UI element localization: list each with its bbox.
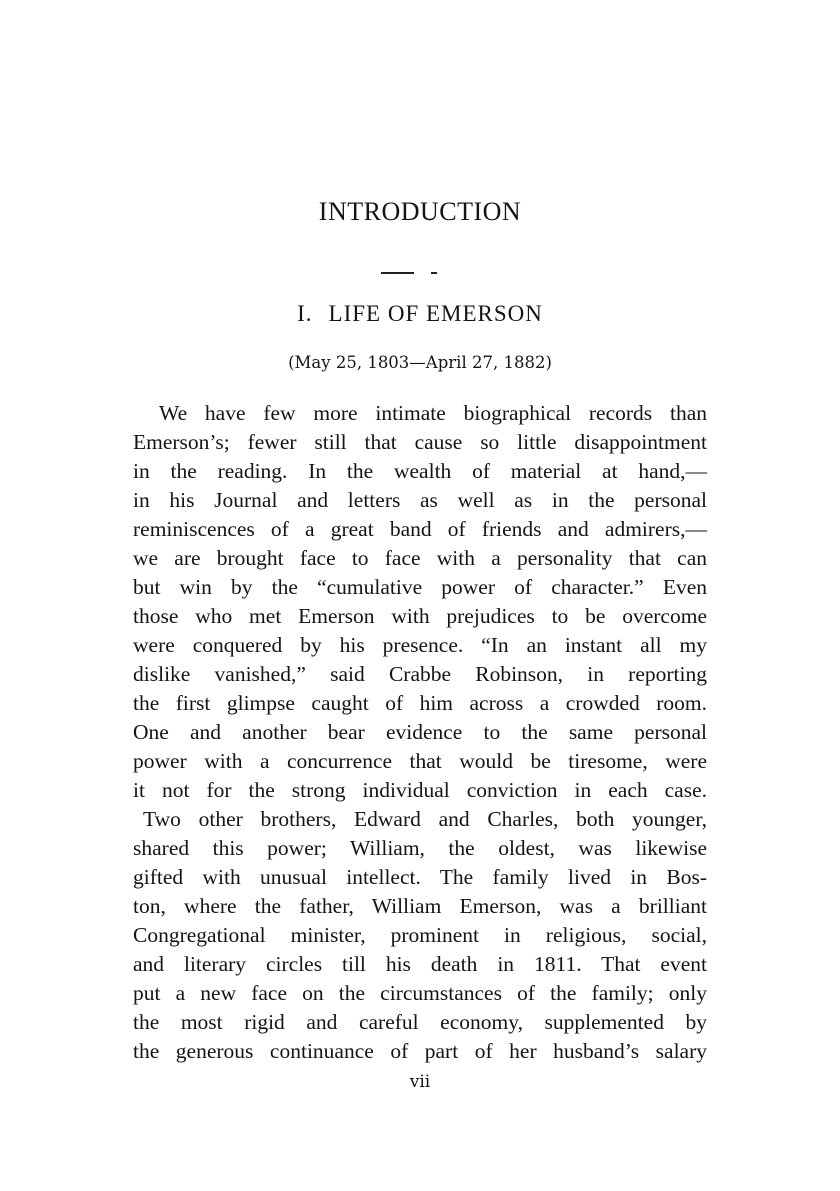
body-paragraphs	[133, 399, 707, 1066]
text-line: and literary circles till his death in 1811. That event	[133, 952, 707, 976]
text-line: We have few more intimate biographical records than	[159, 401, 707, 425]
text-line: it not for the strong individual conviction in each case.	[133, 778, 707, 802]
text-line: those who met Emerson with prejudices to be overcome	[133, 604, 707, 628]
text-line: the most rigid and careful economy, supplemented by	[133, 1010, 707, 1034]
text-line: put a new face on the circumstances of the family; only	[133, 981, 707, 1005]
section-number: I.	[297, 301, 313, 326]
text-line: the first glimpse caught of him across a crowded room.	[133, 691, 707, 715]
text-line: in the reading. In the wealth of material at hand,—	[133, 459, 707, 483]
ornamental-rule	[381, 266, 440, 280]
text-line: Two other brothers, Edward and Charles, both younger,	[143, 807, 707, 831]
page-number: vii	[409, 1072, 431, 1092]
text-line: Emerson’s; fewer still that cause so little disappointment	[133, 430, 707, 454]
text-line: were conquered by his presence. “In an instant all my	[133, 633, 707, 657]
text-line: the generous continuance of part of her husband’s salary	[133, 1039, 707, 1063]
text-line: gifted with unusual intellect. The family lived in Bos-	[133, 865, 707, 889]
rule-dash-long	[381, 272, 414, 274]
text-line: we are brought face to face with a personality that can	[133, 546, 707, 570]
text-line: dislike vanished,” said Crabbe Robinson, in reporting	[133, 662, 707, 686]
page-heading: INTRODUCTION	[318, 197, 522, 226]
life-dates: (May 25, 1803—April 27, 1882)	[288, 353, 552, 372]
section-title-text: LIFE OF EMERSON	[328, 301, 543, 326]
text-line: Congregational minister, prominent in religious, social,	[133, 923, 707, 947]
text-line: reminiscences of a great band of friends and admirers,—	[133, 517, 707, 541]
text-line: power with a concurrence that would be tiresome, were	[133, 749, 707, 773]
section-title	[0, 301, 840, 327]
text-line: ton, where the father, William Emerson, was a brilliant	[133, 894, 707, 918]
rule-dash-short	[431, 272, 437, 274]
text-line: but win by the “cumulative power of character.” Even	[133, 575, 707, 599]
text-line: shared this power; William, the oldest, was likewise	[133, 836, 707, 860]
text-line: One and another bear evidence to the same personal	[133, 720, 707, 744]
text-line: in his Journal and letters as well as in the personal	[133, 488, 707, 512]
